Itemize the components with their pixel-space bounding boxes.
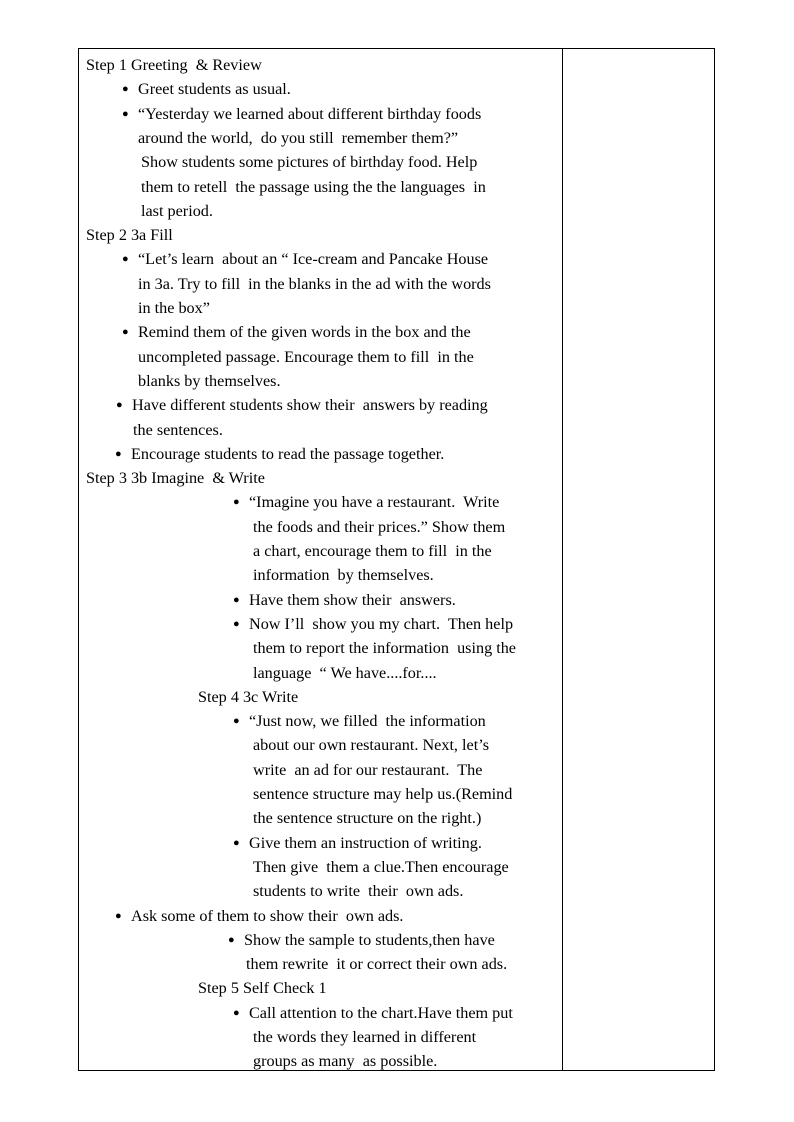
bullet-item: Encourage students to read the passage together. [131, 444, 445, 463]
text-line: in the box” [138, 299, 210, 317]
text-line: in 3a. Try to fill in the blanks in the ad with the words [138, 274, 491, 293]
bullet-item: Now I’ll show you my chart. Then help [249, 614, 514, 633]
bullet-item: Have them show their answers. [249, 590, 456, 609]
text-line: about our own restaurant. Next, let’s [253, 736, 490, 755]
text-line: them to retell the passage using the the languages in [141, 177, 486, 196]
text-line: sentence structure may help us.(Remind [253, 785, 513, 803]
lesson-plan-table [78, 48, 715, 1071]
text-line: language “ We have....for.... [253, 663, 437, 682]
bullet-item: Show the sample to students,then have [244, 930, 495, 949]
bullet-item: Call attention to the chart.Have them put [249, 1003, 513, 1022]
text-line: uncompleted passage. Encourage them to fill in the [138, 347, 474, 366]
text-line: them to report the information using the [253, 639, 516, 658]
text-line: information by themselves. [253, 566, 434, 585]
bullet-dot: ● [233, 836, 240, 849]
text-line: Show students some pictures of birthday food. Help [141, 153, 478, 172]
bullet-dot: ● [122, 83, 129, 96]
text-line: write an ad for our restaurant. The [253, 760, 483, 779]
bullet-item: Have different students show their answers by reading [132, 396, 488, 415]
bullet-dot: ● [122, 253, 129, 266]
text-line: groups as many as possible. [253, 1052, 438, 1071]
bullet-dot: ● [233, 593, 240, 606]
bullet-dot: ● [233, 715, 240, 728]
text-line: last period. [141, 201, 213, 220]
text-line: them rewrite it or correct their own ads. [246, 955, 508, 974]
bullet-item: “Let’s learn about an “ Ice-cream and Pancake House [138, 250, 489, 269]
bullet-dot: ● [116, 399, 123, 412]
bullet-dot: ● [228, 933, 235, 946]
bullet-dot: ● [115, 909, 122, 922]
bullet-item: Remind them of the given words in the box and the [138, 323, 471, 342]
bullet-dot: ● [115, 447, 122, 460]
bullet-dot: ● [122, 326, 129, 339]
bullet-dot: ● [233, 1006, 240, 1019]
procedure-cell [79, 49, 562, 1070]
text-line: the sentences. [133, 420, 223, 439]
step-heading: Step 4 3c Write [198, 687, 299, 706]
step-heading: Step 2 3a Fill [86, 226, 173, 245]
notes-cell [563, 49, 714, 1070]
step-heading: Step 3 3b Imagine & Write [86, 469, 265, 488]
step-heading: Step 1 Greeting & Review [86, 56, 262, 74]
text-line: around the world, do you still remember them?” [138, 128, 459, 147]
bullet-dot: ● [233, 496, 240, 509]
bullet-dot: ● [233, 617, 240, 630]
text-line: blanks by themselves. [138, 371, 281, 390]
bullet-item: Greet students as usual. [138, 80, 291, 99]
bullet-dot: ● [122, 107, 129, 120]
text-line: Then give them a clue.Then encourage [253, 857, 509, 876]
text-line: the foods and their prices.” Show them [253, 517, 506, 536]
bullet-item: Ask some of them to show their own ads. [131, 906, 404, 925]
step-heading: Step 5 Self Check 1 [198, 979, 327, 998]
bullet-item: Give them an instruction of writing. [249, 833, 482, 852]
text-line: the sentence structure on the right.) [253, 809, 482, 828]
text-line: a chart, encourage them to fill in the [253, 542, 492, 560]
text-line: the words they learned in different [253, 1028, 477, 1046]
text-line: students to write their own ads. [253, 882, 464, 901]
bullet-item: “Yesterday we learned about different birthday foods [138, 104, 482, 123]
bullet-item: “Just now, we filled the information [249, 712, 486, 731]
bullet-item: “Imagine you have a restaurant. Write [249, 493, 500, 512]
